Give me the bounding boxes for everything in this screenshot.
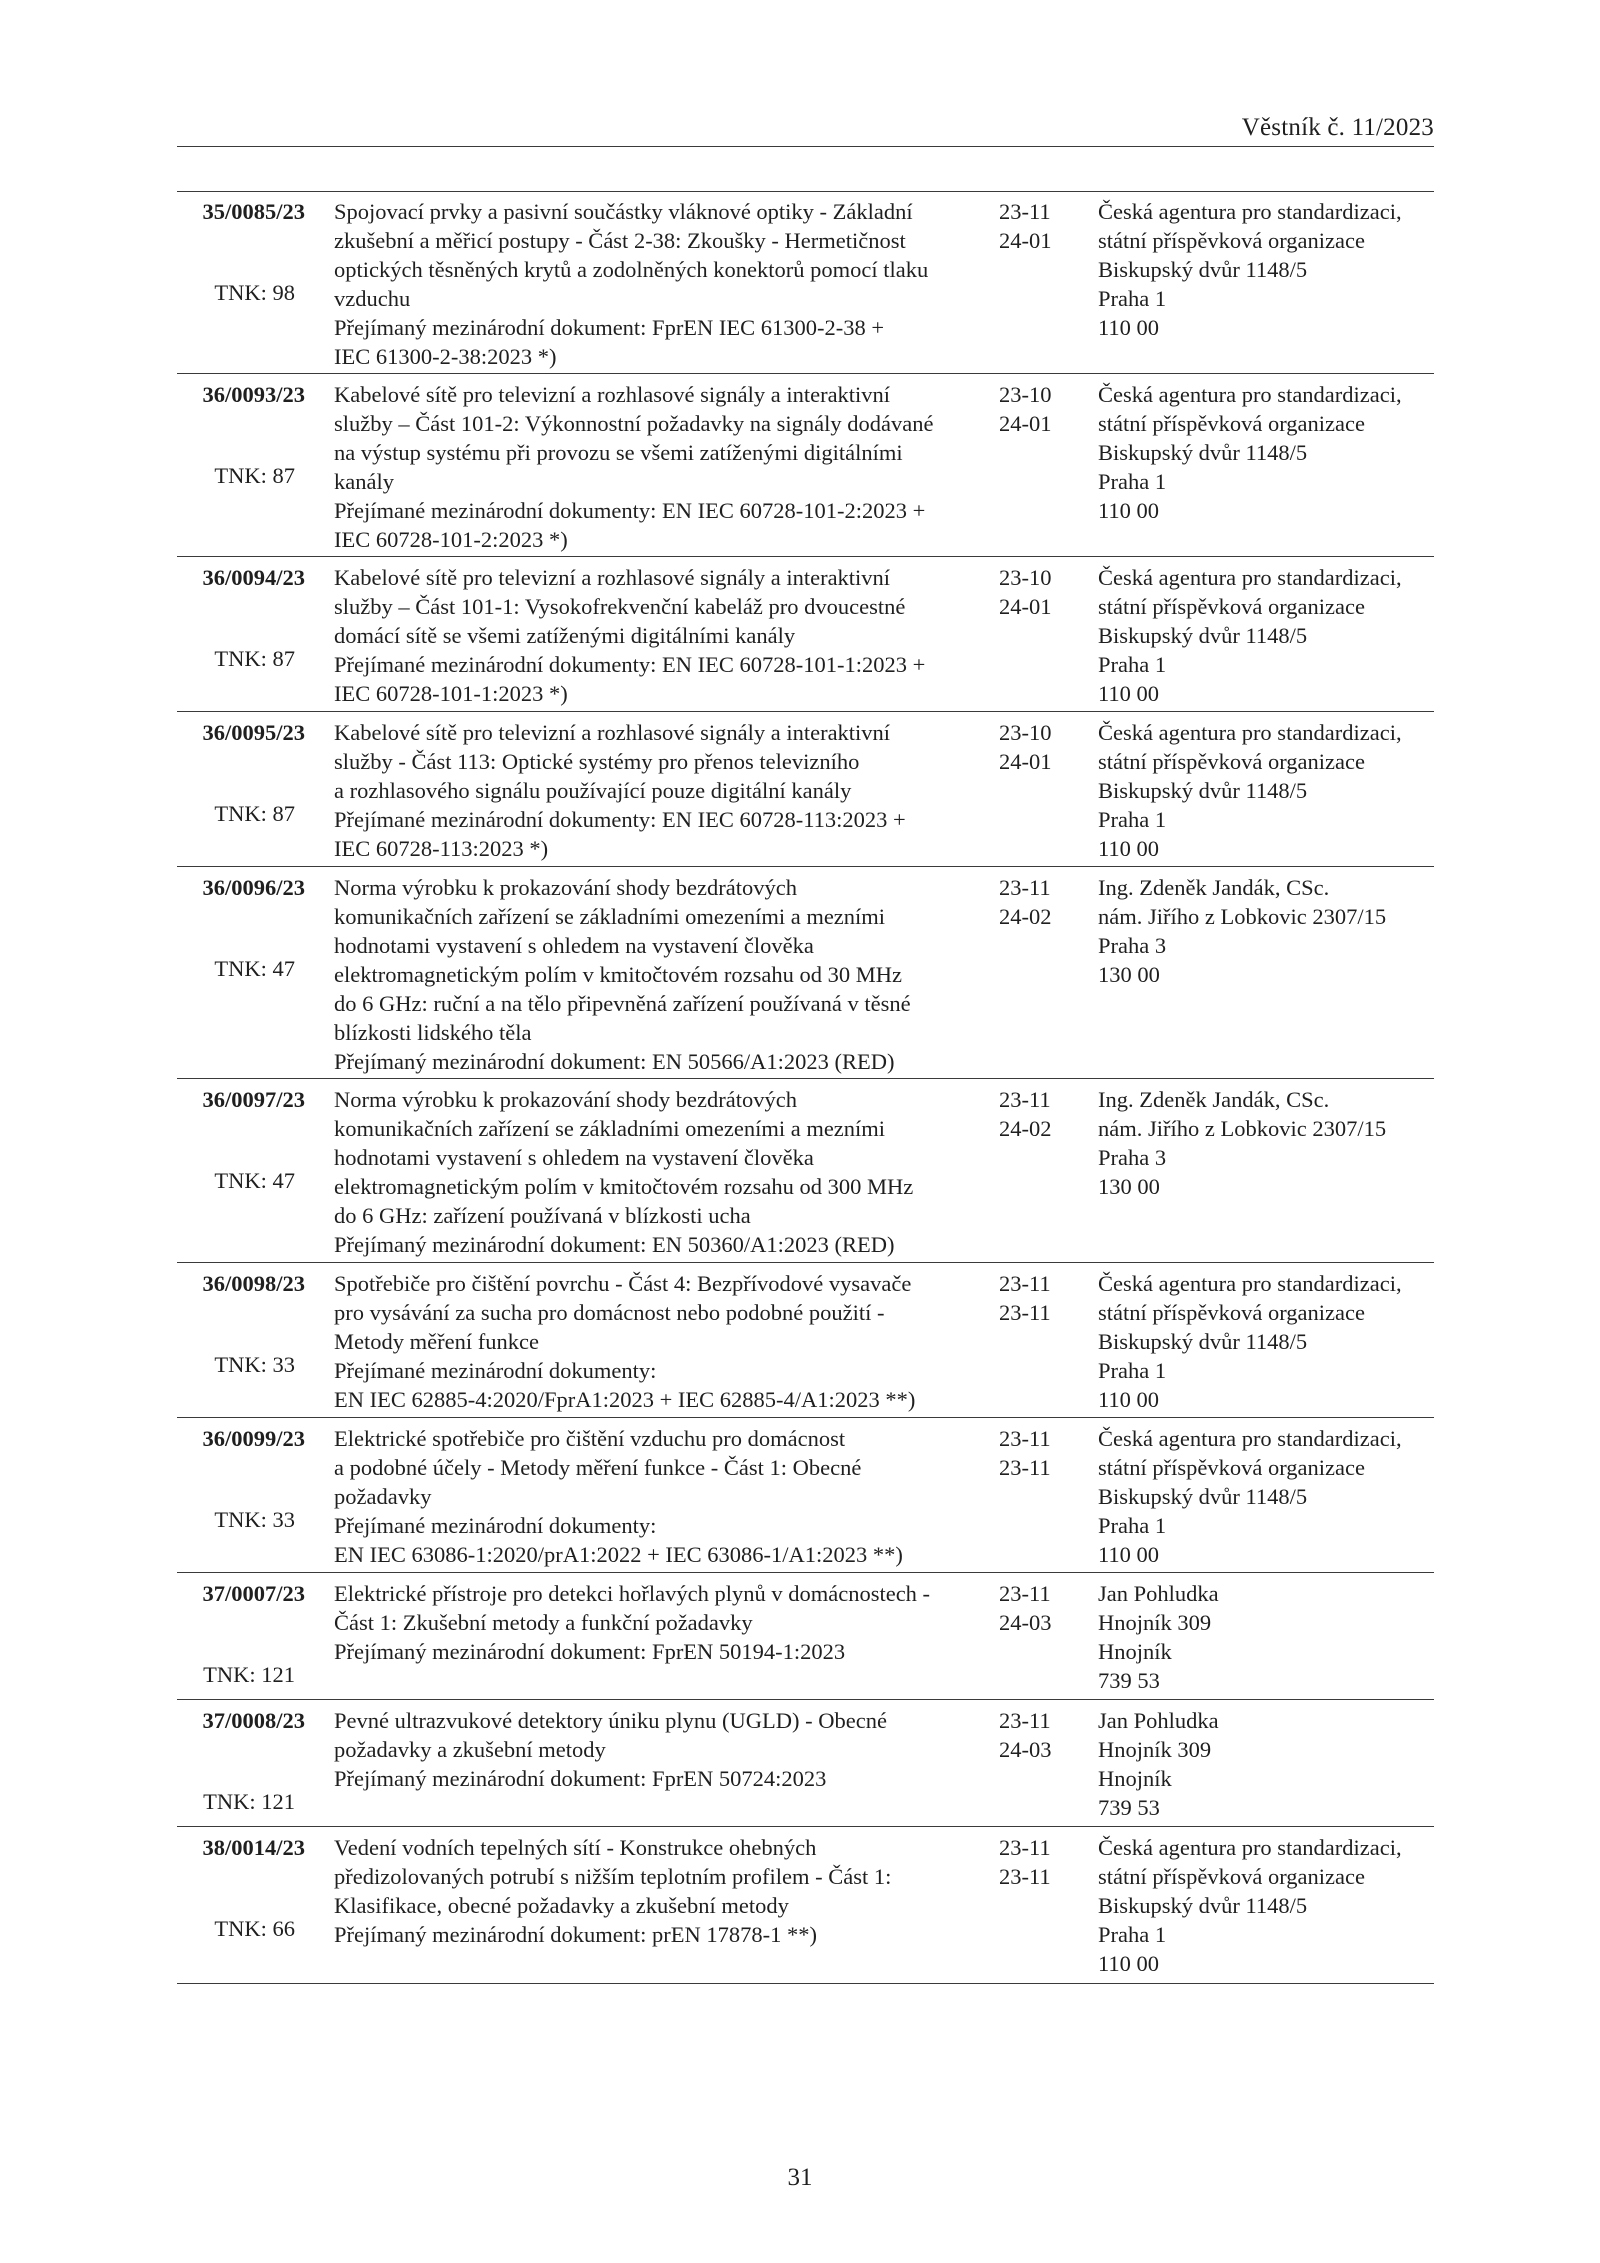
text-line: IEC 60728-113:2023 *) (334, 836, 549, 861)
text-line: hodnotami vystavení s ohledem na vystavení člověka (334, 933, 814, 958)
text-line: EN IEC 62885-4:2020/FprA1:2023 + IEC 62885-4/A1:2023 **) (334, 1387, 916, 1412)
text-line: a rozhlasového signálu používající pouze digitální kanály (334, 778, 852, 803)
text-line: Praha 1 (1098, 1922, 1167, 1947)
text-line: 23-10 (999, 382, 1052, 407)
text-line: vzduchu (334, 286, 411, 311)
text-line: 110 00 (1098, 836, 1160, 861)
text-line: Přejímané mezinárodní dokumenty: (334, 1358, 657, 1383)
text-line: Ing. Zdeněk Jandák, CSc. (1098, 1087, 1330, 1112)
text-line: blízkosti lidského těla (334, 1020, 532, 1045)
text-line: pro vysávání za sucha pro domácnost nebo podobné použití - (334, 1300, 885, 1325)
standard-id: 36/0097/23 (202, 1087, 305, 1112)
tnk-number: TNK: 47 (214, 956, 295, 981)
text-line: Jan Pohludka (1098, 1581, 1219, 1606)
tnk-number: TNK: 87 (214, 646, 295, 671)
table-row (177, 374, 1434, 557)
text-line: Elektrické přístroje pro detekci hořlavých plynů v domácnostech - (334, 1581, 931, 1606)
table-row (177, 191, 1434, 374)
standard-dates (999, 1269, 1079, 1327)
text-line: EN IEC 63086-1:2020/prA1:2022 + IEC 63086-1/A1:2023 **) (334, 1542, 903, 1567)
standard-title (334, 1085, 994, 1259)
processor-address (1098, 1833, 1438, 1978)
text-line: Přejímané mezinárodní dokumenty: EN IEC 60728-113:2023 + (334, 807, 906, 832)
text-line: Norma výrobku k prokazování shody bezdrátových (334, 1087, 797, 1112)
text-line: 110 00 (1098, 1951, 1160, 1976)
tnk-number: TNK: 87 (214, 801, 295, 826)
table-row (177, 1079, 1434, 1263)
text-line: Biskupský dvůr 1148/5 (1098, 1484, 1308, 1509)
text-line: Praha 1 (1098, 1358, 1167, 1383)
standard-dates (999, 1706, 1079, 1764)
text-line: 23-11 (999, 1426, 1051, 1451)
text-line: na výstup systému při provozu se všemi zatíženými digitálními (334, 440, 903, 465)
text-line: 23-10 (999, 565, 1052, 590)
processor-address (1098, 718, 1438, 863)
text-line: Část 1: Zkušební metody a funkční požadavky (334, 1610, 753, 1635)
text-line: Praha 1 (1098, 469, 1167, 494)
text-line: Biskupský dvůr 1148/5 (1098, 1893, 1308, 1918)
standard-id: 36/0094/23 (202, 565, 305, 590)
text-line: státní příspěvková organizace (1098, 749, 1365, 774)
header-rule (177, 146, 1434, 147)
standard-dates (999, 1833, 1079, 1891)
text-line: Přejímaný mezinárodní dokument: EN 50566/A1:2023 (RED) (334, 1049, 895, 1074)
standard-id: 36/0093/23 (202, 382, 305, 407)
text-line: 24-01 (999, 749, 1052, 774)
table-row (177, 867, 1434, 1079)
text-line: Biskupský dvůr 1148/5 (1098, 1329, 1308, 1354)
text-line: optických těsněných krytů a zodolněných konektorů pomocí tlaku (334, 257, 929, 282)
standard-id: 36/0099/23 (202, 1426, 305, 1451)
text-line: Přejímaný mezinárodní dokument: EN 50360/A1:2023 (RED) (334, 1232, 895, 1257)
text-line: 23-11 (999, 1835, 1051, 1860)
standard-title (334, 718, 994, 863)
standard-title (334, 197, 994, 371)
text-line: 23-11 (999, 199, 1051, 224)
text-line: IEC 61300-2-38:2023 *) (334, 344, 557, 369)
text-line: Biskupský dvůr 1148/5 (1098, 778, 1308, 803)
tnk-number: TNK: 87 (214, 463, 295, 488)
text-line: 24-01 (999, 594, 1052, 619)
text-line: 23-11 (999, 1455, 1051, 1480)
standard-id: 37/0007/23 (202, 1581, 305, 1606)
text-line: Přejímané mezinárodní dokumenty: (334, 1513, 657, 1538)
text-line: 23-11 (999, 1271, 1051, 1296)
text-line: komunikačních zařízení se základními omezeními a mezními (334, 904, 886, 929)
text-line: 23-11 (999, 1087, 1051, 1112)
text-line: Česká agentura pro standardizaci, (1098, 382, 1402, 407)
standard-dates (999, 197, 1079, 255)
text-line: 23-11 (999, 1864, 1051, 1889)
text-line: státní příspěvková organizace (1098, 411, 1365, 436)
text-line: 739 53 (1098, 1668, 1160, 1693)
text-line: služby – Část 101-1: Vysokofrekvenční kabeláž pro dvoucestné (334, 594, 906, 619)
text-line: 23-11 (999, 1708, 1051, 1733)
standard-dates (999, 563, 1079, 621)
tnk-number: TNK: 66 (214, 1916, 295, 1941)
standard-dates (999, 380, 1079, 438)
text-line: 24-03 (999, 1610, 1052, 1635)
text-line: Biskupský dvůr 1148/5 (1098, 257, 1308, 282)
text-line: 24-02 (999, 1116, 1052, 1141)
processor-address (1098, 563, 1438, 708)
text-line: 24-01 (999, 411, 1052, 436)
processor-address (1098, 1424, 1438, 1569)
text-line: 110 00 (1098, 1387, 1160, 1412)
standard-dates (999, 1085, 1079, 1143)
text-line: Česká agentura pro standardizaci, (1098, 565, 1402, 590)
tnk-number: TNK: 33 (214, 1507, 295, 1532)
text-line: 110 00 (1098, 1542, 1160, 1567)
standards-table (177, 191, 1434, 1984)
standard-dates (999, 1424, 1079, 1482)
text-line: Norma výrobku k prokazování shody bezdrátových (334, 875, 797, 900)
standard-id: 37/0008/23 (202, 1708, 305, 1733)
standard-id: 36/0095/23 (202, 720, 305, 745)
text-line: 23-10 (999, 720, 1052, 745)
text-line: Pevné ultrazvukové detektory úniku plynu (UGLD) - Obecné (334, 1708, 887, 1733)
text-line: 130 00 (1098, 1174, 1160, 1199)
text-line: zkušební a měřicí postupy - Část 2-38: Zkoušky - Hermetičnost (334, 228, 906, 253)
standard-dates (999, 873, 1079, 931)
text-line: Praha 1 (1098, 652, 1167, 677)
text-line: Přejímaný mezinárodní dokument: FprEN 50724:2023 (334, 1766, 827, 1791)
text-line: Česká agentura pro standardizaci, (1098, 720, 1402, 745)
text-line: státní příspěvková organizace (1098, 228, 1365, 253)
text-line: Klasifikace, obecné požadavky a zkušební metody (334, 1893, 789, 1918)
text-line: Kabelové sítě pro televizní a rozhlasové signály a interaktivní (334, 382, 891, 407)
processor-address (1098, 380, 1438, 525)
text-line: Spotřebiče pro čištění povrchu - Část 4: Bezpřívodové vysavače (334, 1271, 912, 1296)
table-row (177, 1827, 1434, 1984)
text-line: Česká agentura pro standardizaci, (1098, 1271, 1402, 1296)
text-line: 24-01 (999, 228, 1052, 253)
text-line: Hnojník 309 (1098, 1610, 1212, 1635)
standard-title (334, 1706, 994, 1793)
text-line: Česká agentura pro standardizaci, (1098, 1835, 1402, 1860)
text-line: 110 00 (1098, 315, 1160, 340)
text-line: Metody měření funkce (334, 1329, 539, 1354)
text-line: Praha 3 (1098, 1145, 1167, 1170)
text-line: elektromagnetickým polím v kmitočtovém rozsahu od 300 MHz (334, 1174, 914, 1199)
text-line: Ing. Zdeněk Jandák, CSc. (1098, 875, 1330, 900)
text-line: Vedení vodních tepelných sítí - Konstrukce ohebných (334, 1835, 817, 1860)
text-line: 130 00 (1098, 962, 1160, 987)
text-line: 24-02 (999, 904, 1052, 929)
processor-address (1098, 197, 1438, 342)
text-line: státní příspěvková organizace (1098, 594, 1365, 619)
standard-title (334, 1833, 994, 1949)
text-line: Česká agentura pro standardizaci, (1098, 1426, 1402, 1451)
page-number: 31 (787, 2164, 813, 2191)
tnk-number: TNK: 33 (214, 1352, 295, 1377)
text-line: státní příspěvková organizace (1098, 1455, 1365, 1480)
text-line: Jan Pohludka (1098, 1708, 1219, 1733)
standard-title (334, 873, 994, 1076)
processor-address (1098, 1579, 1438, 1695)
text-line: komunikačních zařízení se základními omezeními a mezními (334, 1116, 886, 1141)
text-line: 24-03 (999, 1737, 1052, 1762)
text-line: požadavky (334, 1484, 432, 1509)
text-line: Praha 1 (1098, 1513, 1167, 1538)
text-line: Elektrické spotřebiče pro čištění vzduchu pro domácnost (334, 1426, 846, 1451)
standard-title (334, 1579, 994, 1666)
processor-address (1098, 1706, 1438, 1822)
text-line: do 6 GHz: zařízení používaná v blízkosti ucha (334, 1203, 751, 1228)
table-row (177, 1700, 1434, 1827)
text-line: kanály (334, 469, 394, 494)
text-line: Přejímaný mezinárodní dokument: prEN 17878-1 **) (334, 1922, 818, 1947)
tnk-number: TNK: 98 (214, 280, 295, 305)
tnk-number: TNK: 121 (203, 1662, 295, 1687)
table-row (177, 712, 1434, 867)
text-line: do 6 GHz: ruční a na tělo připevněná zařízení používaná v těsné (334, 991, 911, 1016)
processor-address (1098, 1085, 1438, 1201)
text-line: služby – Část 101-2: Výkonnostní požadavky na signály dodávané (334, 411, 934, 436)
text-line: hodnotami vystavení s ohledem na vystavení člověka (334, 1145, 814, 1170)
text-line: 110 00 (1098, 498, 1160, 523)
tnk-number: TNK: 121 (203, 1789, 295, 1814)
standard-title (334, 380, 994, 554)
text-line: 739 53 (1098, 1795, 1160, 1820)
text-line: elektromagnetickým polím v kmitočtovém rozsahu od 30 MHz (334, 962, 903, 987)
text-line: Česká agentura pro standardizaci, (1098, 199, 1402, 224)
processor-address (1098, 1269, 1438, 1414)
text-line: státní příspěvková organizace (1098, 1300, 1365, 1325)
text-line: a podobné účely - Metody měření funkce - Část 1: Obecné (334, 1455, 862, 1480)
text-line: Přejímané mezinárodní dokumenty: EN IEC 60728-101-1:2023 + (334, 652, 926, 677)
text-line: IEC 60728-101-2:2023 *) (334, 527, 568, 552)
text-line: Kabelové sítě pro televizní a rozhlasové signály a interaktivní (334, 565, 891, 590)
standard-title (334, 1269, 994, 1414)
standard-dates (999, 718, 1079, 776)
page-header-title: Věstník č. 11/2023 (1241, 114, 1434, 141)
standard-id: 38/0014/23 (202, 1835, 305, 1860)
standard-id: 35/0085/23 (202, 199, 305, 224)
text-line: Přejímaný mezinárodní dokument: FprEN IEC 61300-2-38 + (334, 315, 885, 340)
text-line: domácí sítě se všemi zatíženými digitálními kanály (334, 623, 796, 648)
text-line: nám. Jiřího z Lobkovic 2307/15 (1098, 904, 1387, 929)
standard-title (334, 563, 994, 708)
text-line: 23-11 (999, 875, 1051, 900)
text-line: 110 00 (1098, 681, 1160, 706)
text-line: IEC 60728-101-1:2023 *) (334, 681, 568, 706)
table-row (177, 1573, 1434, 1700)
text-line: Biskupský dvůr 1148/5 (1098, 440, 1308, 465)
text-line: Přejímané mezinárodní dokumenty: EN IEC 60728-101-2:2023 + (334, 498, 926, 523)
text-line: Praha 1 (1098, 807, 1167, 832)
text-line: Přejímaný mezinárodní dokument: FprEN 50194-1:2023 (334, 1639, 846, 1664)
text-line: 23-11 (999, 1300, 1051, 1325)
text-line: Praha 3 (1098, 933, 1167, 958)
text-line: služby - Část 113: Optické systémy pro přenos televizního (334, 749, 860, 774)
text-line: nám. Jiřího z Lobkovic 2307/15 (1098, 1116, 1387, 1141)
standard-title (334, 1424, 994, 1569)
tnk-number: TNK: 47 (214, 1168, 295, 1193)
table-row (177, 1418, 1434, 1573)
text-line: Hnojník (1098, 1639, 1172, 1664)
text-line: Praha 1 (1098, 286, 1167, 311)
text-line: požadavky a zkušební metody (334, 1737, 606, 1762)
table-row (177, 557, 1434, 712)
text-line: Spojovací prvky a pasivní součástky vláknové optiky - Základní (334, 199, 913, 224)
text-line: Hnojník 309 (1098, 1737, 1212, 1762)
text-line: 23-11 (999, 1581, 1051, 1606)
processor-address (1098, 873, 1438, 989)
table-row (177, 1263, 1434, 1418)
text-line: Hnojník (1098, 1766, 1172, 1791)
text-line: Biskupský dvůr 1148/5 (1098, 623, 1308, 648)
text-line: Kabelové sítě pro televizní a rozhlasové signály a interaktivní (334, 720, 891, 745)
standard-id: 36/0098/23 (202, 1271, 305, 1296)
standard-id: 36/0096/23 (202, 875, 305, 900)
standard-dates (999, 1579, 1079, 1637)
text-line: státní příspěvková organizace (1098, 1864, 1365, 1889)
text-line: předizolovaných potrubí s nižším teplotním profilem - Část 1: (334, 1864, 892, 1889)
